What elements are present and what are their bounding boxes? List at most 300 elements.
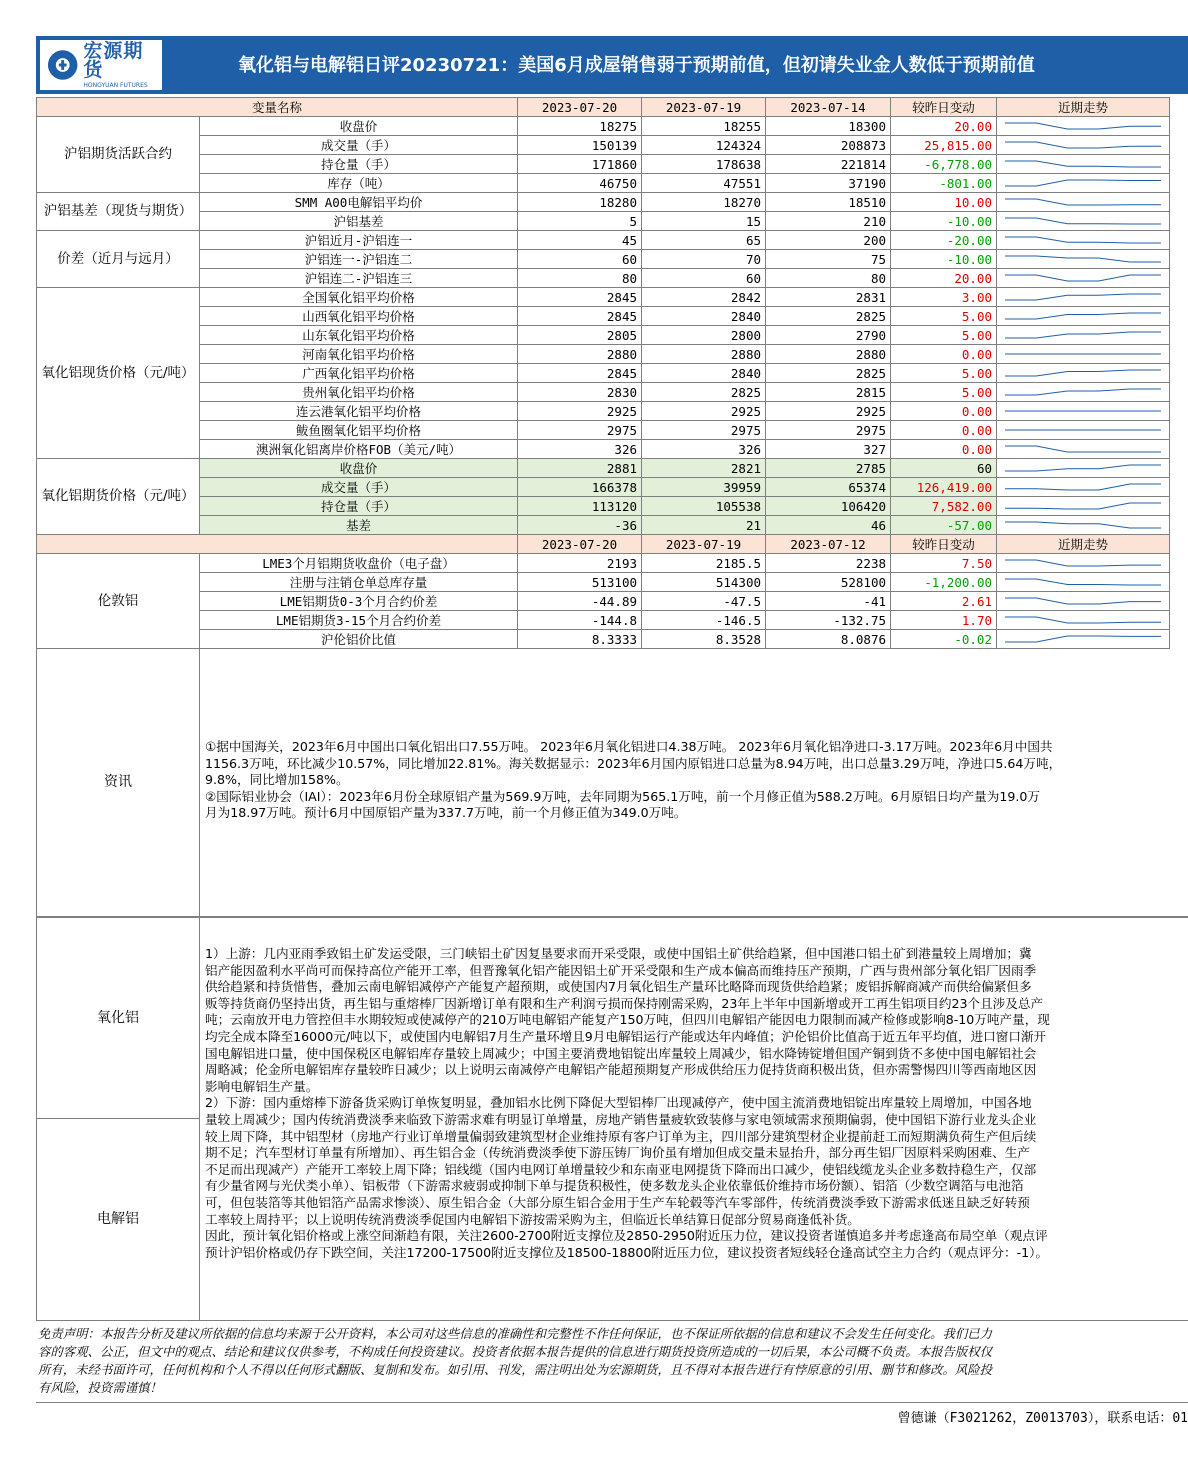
trend-sparkline <box>997 307 1169 325</box>
analysis-line: 工率较上周持平；以上说明传统消费淡季促国内电解铝下游按需采购为主，但临近长单结算日促部分贸易商逢低补货。 <box>205 1211 860 1227</box>
news-line: ②国际铝业协会（IAI）：2023年6月份全球原铝产量为569.9万吨，去年同期为565.1万吨，前一个月修正值为588.2万吨。6月原铝日均产量为19.0万 <box>205 788 1040 804</box>
table-row <box>37 478 1170 497</box>
table-row <box>37 250 1170 269</box>
value-date2: 124324 <box>642 136 766 155</box>
value-date2: 18255 <box>642 117 766 136</box>
group-label: 价差（近月与远月） <box>37 231 200 288</box>
trend-cell <box>997 630 1170 649</box>
trend-cell <box>997 554 1170 573</box>
trend-cell <box>997 364 1170 383</box>
value-date1: 166378 <box>518 478 642 497</box>
table-row <box>37 421 1170 440</box>
row-label: LME铝期货3-15个月合约价差 <box>200 611 518 630</box>
value-date3: 2831 <box>766 288 891 307</box>
analysis-line: 量较上周减少；国内传统消费淡季来临致下游需求难有明显订单增量，房地产销售量疲软致装修与家电领域需求预期偏弱，使中国铝下游行业龙头企业 <box>205 1111 1037 1127</box>
value-date2: 18270 <box>642 193 766 212</box>
change-value: 5.00 <box>891 307 997 326</box>
change-value: -20.00 <box>891 231 997 250</box>
news-section <box>36 648 1188 917</box>
header-date: 2023-07-12 <box>766 535 891 554</box>
value-date2: 21 <box>642 516 766 535</box>
news-line: ①据中国海关，2023年6月中国出口氧化铝出口7.55万吨。 2023年6月氧化铝进口4.38万吨。 2023年6月氧化铝净进口-3.17万吨。2023年6月中国共 <box>205 739 1053 754</box>
row-label: 成交量（手） <box>200 136 518 155</box>
value-date3: 37190 <box>766 174 891 193</box>
change-value: 0.00 <box>891 440 997 459</box>
analysis-line: 均完全成本降至16000元/吨以下，或使国内电解铝7月生产量环增且9月电解铝运行产能或达年内峰值；沪伦铝价比值高于近五年平均值，进口窗口渐开 <box>205 1028 1047 1044</box>
trend-sparkline <box>997 136 1169 154</box>
value-date3: 2925 <box>766 402 891 421</box>
header-trend: 近期走势 <box>997 98 1170 117</box>
trend-sparkline <box>997 516 1169 534</box>
trend-cell <box>997 497 1170 516</box>
table-row <box>37 155 1170 174</box>
sparkline-path <box>1005 617 1161 623</box>
trend-cell <box>997 478 1170 497</box>
trend-sparkline <box>997 630 1169 648</box>
change-value: 0.00 <box>891 421 997 440</box>
value-date2: 2880 <box>642 345 766 364</box>
table-row <box>37 231 1170 250</box>
trend-sparkline <box>997 383 1169 401</box>
header-date: 2023-07-14 <box>766 98 891 117</box>
value-date3: 2825 <box>766 307 891 326</box>
trend-sparkline <box>997 269 1169 287</box>
value-date2: 2800 <box>642 326 766 345</box>
value-date2: 2821 <box>642 459 766 478</box>
row-label: 沪铝连二-沪铝连三 <box>200 269 518 288</box>
row-label: 注册与注销仓单总库存量 <box>200 573 518 592</box>
row-label: 成交量（手） <box>200 478 518 497</box>
trend-cell <box>997 117 1170 136</box>
disclaimer-line: 所有，未经书面许可，任何机构和个人不得以任何形式翻版、复制和发布。如引用、刊发，需注明出处为宏源期货，且不得对本报告进行有悖原意的引用、删节和修改。风险投 <box>38 1362 993 1377</box>
table-row <box>37 402 1170 421</box>
trend-cell <box>997 193 1170 212</box>
value-date2: 60 <box>642 269 766 288</box>
report-title: 氧化铝与电解铝日评20230721：美国6月成屋销售弱于预期前值，但初请失业金人数低于预期前值 <box>238 55 1035 76</box>
analysis-line: 周略减；伦金所电解铝库存量较昨日减少；以上说明云南减停产电解铝产能超预期复产形成供给压力促持货商积极出货，但亦需警惕四川等西南地区因 <box>205 1062 1037 1078</box>
sparkline-path <box>1005 465 1161 471</box>
trend-cell <box>997 421 1170 440</box>
value-date2: 2842 <box>642 288 766 307</box>
value-date1: 2880 <box>518 345 642 364</box>
sparkline-path <box>1005 598 1161 604</box>
table-row <box>37 592 1170 611</box>
value-date1: 326 <box>518 440 642 459</box>
disclaimer <box>38 1325 1188 1397</box>
trend-sparkline <box>997 402 1169 420</box>
value-date2: 2840 <box>642 307 766 326</box>
value-date3: 2238 <box>766 554 891 573</box>
table-row <box>37 364 1170 383</box>
news-body <box>205 739 1188 822</box>
value-date3: 80 <box>766 269 891 288</box>
report-header <box>36 36 1188 94</box>
sparkline-path <box>1005 503 1161 509</box>
trend-sparkline <box>997 573 1169 591</box>
sparkline-path <box>1005 161 1161 167</box>
disclaimer-line: 有风险，投资需谨慎！ <box>38 1380 162 1395</box>
header-date: 2023-07-19 <box>642 535 766 554</box>
value-date1: 5 <box>518 212 642 231</box>
table-row <box>37 117 1170 136</box>
value-date1: 513100 <box>518 573 642 592</box>
value-date2: 65 <box>642 231 766 250</box>
trend-cell <box>997 573 1170 592</box>
value-date1: 150139 <box>518 136 642 155</box>
row-label: 山东氧化铝平均价格 <box>200 326 518 345</box>
analysis-line: 期不足；汽车型材订单量有所增加）、再生铝合金（传统消费淡季使下游压铸厂询价虽有增加但成交量未显抬升，部分再生铝厂因原料采购困难、生产 <box>205 1145 1030 1161</box>
trend-cell <box>997 383 1170 402</box>
table-row <box>37 193 1170 212</box>
change-value: 0.00 <box>891 345 997 364</box>
change-value: 5.00 <box>891 364 997 383</box>
value-date2: 2185.5 <box>642 554 766 573</box>
disclaimer-line: 容的客观、公正，但文中的观点、结论和建议仅供参考，不构成任何投资建议。投资者依据本报告提供的信息进行期货投资所造成的一切后果，本公司概不负责。本报告版权仅 <box>38 1344 993 1359</box>
trend-cell <box>997 345 1170 364</box>
value-date3: 2815 <box>766 383 891 402</box>
trend-cell <box>997 250 1170 269</box>
sparkline-path <box>1005 180 1161 186</box>
trend-cell <box>997 592 1170 611</box>
table-row <box>37 516 1170 535</box>
table-row <box>37 345 1170 364</box>
sparkline-path <box>1005 446 1161 452</box>
value-date2: 105538 <box>642 497 766 516</box>
sparkline-path <box>1005 484 1161 490</box>
value-date3: 8.0876 <box>766 630 891 649</box>
change-value: -10.00 <box>891 212 997 231</box>
group-label: 氧化铝期货价格（元/吨） <box>37 459 200 535</box>
change-value: 20.00 <box>891 269 997 288</box>
change-value: 126,419.00 <box>891 478 997 497</box>
analysis-line: 有少量省网与光伏类小单）、铝板带（下游需求疲弱或抑制下单与提货积极性，使多数龙头企业依靠低价维持市场份额）、铝箔（少数空调箔与电池箔 <box>205 1178 1024 1194</box>
value-date3: 2790 <box>766 326 891 345</box>
table-row <box>37 269 1170 288</box>
value-date3: 46 <box>766 516 891 535</box>
value-date2: 178638 <box>642 155 766 174</box>
sparkline-path <box>1005 579 1161 585</box>
sparkline-path <box>1005 294 1161 300</box>
value-date1: 60 <box>518 250 642 269</box>
trend-sparkline <box>997 231 1169 249</box>
group-label: 氧化铝现货价格（元/吨） <box>37 288 200 459</box>
table-row <box>37 554 1170 573</box>
change-value: 60 <box>891 459 997 478</box>
footer <box>36 1402 1188 1426</box>
news-line: 月为18.97万吨。预计6月中国原铝产量为337.7万吨，前一个月修正值为349.0万吨。 <box>205 805 687 821</box>
value-date2: 326 <box>642 440 766 459</box>
value-date1: 2975 <box>518 421 642 440</box>
sparkline-path <box>1005 313 1161 319</box>
trend-sparkline <box>997 478 1169 496</box>
value-date2: 39959 <box>642 478 766 497</box>
trend-sparkline <box>997 554 1169 572</box>
analysis-line: 可，但包装箔等其他铝箔产品需求惨淡）、原生铝合金（大部分原生铝合金用于生产车轮毂等汽车零部件，传统消费淡季致下游需求低迷且缺乏好转预 <box>205 1194 1030 1210</box>
value-date2: 2925 <box>642 402 766 421</box>
electrolytic-label: 电解铝 <box>37 1118 200 1320</box>
trend-sparkline <box>997 155 1169 173</box>
trend-cell <box>997 307 1170 326</box>
change-value: 10.00 <box>891 193 997 212</box>
value-date1: 2830 <box>518 383 642 402</box>
value-date2: 2975 <box>642 421 766 440</box>
row-label: 沪铝近月-沪铝连一 <box>200 231 518 250</box>
trend-sparkline <box>997 421 1169 439</box>
value-date2: 15 <box>642 212 766 231</box>
sparkline-path <box>1005 123 1161 129</box>
value-date3: 18300 <box>766 117 891 136</box>
sparkline-path <box>1005 199 1161 205</box>
value-date1: 2805 <box>518 326 642 345</box>
row-label: 库存（吨） <box>200 174 518 193</box>
analysis-line: 2）下游：国内重熔棒下游备货采购订单恢复明显，叠加铝水比例下降促大型铝棒厂出现减停产，使中国主流消费地铝锭出库量较上周增加，中国各地 <box>205 1095 1032 1111</box>
table-row <box>37 212 1170 231</box>
change-value: 20.00 <box>891 117 997 136</box>
trend-cell <box>997 288 1170 307</box>
analysis-line: 国电解铝进口量，使中国保税区电解铝库存量较上周减少；中国主要消费地铝锭出库量较上周减少，铝水降铸锭增但国产铜到货不多使中国电解铝社会 <box>205 1045 1037 1061</box>
sparkline-path <box>1005 522 1161 528</box>
trend-sparkline <box>997 611 1169 629</box>
change-value: -801.00 <box>891 174 997 193</box>
change-value: 25,815.00 <box>891 136 997 155</box>
sparkline-path <box>1005 275 1161 281</box>
sparkline-path <box>1005 237 1161 243</box>
table-row <box>37 440 1170 459</box>
sparkline-path <box>1005 560 1161 566</box>
disclaimer-line: 免责声明：本报告分析及建议所依据的信息均来源于公开资料，本公司对这些信息的准确性和完整性不作任何保证，也不保证所依据的信息和建议不会发生任何变化。我们已力 <box>38 1326 993 1341</box>
trend-cell <box>997 459 1170 478</box>
value-date3: -132.75 <box>766 611 891 630</box>
value-date3: 2785 <box>766 459 891 478</box>
value-date2: 514300 <box>642 573 766 592</box>
value-date1: 46750 <box>518 174 642 193</box>
trend-sparkline <box>997 288 1169 306</box>
value-date3: 2825 <box>766 364 891 383</box>
group-label: 沪铝期货活跃合约 <box>37 117 200 193</box>
value-date2: 8.3528 <box>642 630 766 649</box>
trend-sparkline <box>997 345 1169 363</box>
change-value: 2.61 <box>891 592 997 611</box>
sparkline-path <box>1005 332 1161 338</box>
trend-cell <box>997 212 1170 231</box>
value-date1: 2845 <box>518 307 642 326</box>
change-value: 7,582.00 <box>891 497 997 516</box>
row-label: SMM A00电解铝平均价 <box>200 193 518 212</box>
sparkline-path <box>1005 370 1161 376</box>
analysis-line: 较上周下降，其中铝型材（房地产行业订单增量偏弱致建筑型材企业维持原有客户订单为主，四川部分建筑型材企业提前赶工而短期满负荷生产但后续 <box>205 1128 1037 1144</box>
trend-cell <box>997 440 1170 459</box>
group-label: 伦敦铝 <box>37 554 200 649</box>
table-header-row <box>37 535 1170 554</box>
row-label: LME铝期货0-3个月合约价差 <box>200 592 518 611</box>
row-label: 河南氧化铝平均价格 <box>200 345 518 364</box>
analysis-body <box>205 946 1188 1261</box>
value-date3: 327 <box>766 440 891 459</box>
analysis-section <box>36 917 1188 1321</box>
trend-sparkline <box>997 459 1169 477</box>
row-label: 收盘价 <box>200 117 518 136</box>
trend-sparkline <box>997 440 1169 458</box>
logo-text-en: HONGYUAN FUTURES <box>83 81 148 89</box>
value-date2: -47.5 <box>642 592 766 611</box>
analysis-line: 贩等持货商仍坚持出货，再生铝与重熔棒厂因新增订单有限和生产利润亏损而保持刚需采购，23年上半年中国新增或开工再生铝项目约23个且涉及总产 <box>205 995 1044 1011</box>
value-date3: 2975 <box>766 421 891 440</box>
value-date1: 171860 <box>518 155 642 174</box>
change-value: -57.00 <box>891 516 997 535</box>
value-date1: 2881 <box>518 459 642 478</box>
analysis-line: 供给趋紧和持货惜售，叠加云南电解铝减停产产能复产超预期，或使国内7月氧化铝生产量环比略降而现货供给趋紧；废铝拆解商减产而供给偏紧但多 <box>205 979 1032 995</box>
header-trend: 近期走势 <box>997 535 1170 554</box>
table-row <box>37 288 1170 307</box>
analysis-line: 因此，预计氧化铝价格或上涨空间渐趋有限，关注2600-2700附近支撑位及2850-2950附近压力位，建议投资者谨慎追多并考虑逢高布局空单（观点评 <box>205 1228 1048 1244</box>
table-row <box>37 630 1170 649</box>
analysis-line: 1）上游：几内亚雨季致铝土矿发运受限，三门峡铝土矿因复垦要求而开采受限，或使中国铝土矿供给趋紧，但中国港口铝土矿到港量较上周增加；冀 <box>205 946 1032 961</box>
value-date2: 2825 <box>642 383 766 402</box>
sparkline-path <box>1005 218 1161 224</box>
value-date3: -41 <box>766 592 891 611</box>
table-header-row <box>37 98 1170 117</box>
value-date3: 2880 <box>766 345 891 364</box>
row-label: 收盘价 <box>200 459 518 478</box>
trend-cell <box>997 155 1170 174</box>
row-label: 鲅鱼圈氧化铝平均价格 <box>200 421 518 440</box>
market-data-table <box>36 97 1170 649</box>
value-date3: 200 <box>766 231 891 250</box>
change-value: 3.00 <box>891 288 997 307</box>
row-label: 贵州氧化铝平均价格 <box>200 383 518 402</box>
value-date1: 2193 <box>518 554 642 573</box>
header-date: 2023-07-19 <box>642 98 766 117</box>
value-date1: -44.89 <box>518 592 642 611</box>
header-name: 变量名称 <box>37 98 518 117</box>
news-line: 9.8%，同比增加158%。 <box>205 772 349 788</box>
trend-sparkline <box>997 364 1169 382</box>
row-label: 持仓量（手） <box>200 497 518 516</box>
sparkline-path <box>1005 142 1161 148</box>
table-row <box>37 383 1170 402</box>
header-change: 较昨日变动 <box>891 535 997 554</box>
change-value: -10.00 <box>891 250 997 269</box>
trend-cell <box>997 326 1170 345</box>
value-date3: 106420 <box>766 497 891 516</box>
change-value: 1.70 <box>891 611 997 630</box>
header-date: 2023-07-20 <box>518 535 642 554</box>
analysis-line: 吨；云南放开电力管控但丰水期较短或使减停产的210万吨电解铝产能复产150万吨，但四川电解铝产能因电力限制而减产检修或影响8-10万吨产量，现 <box>205 1012 1050 1028</box>
table-row <box>37 174 1170 193</box>
trend-sparkline <box>997 193 1169 211</box>
change-value: -1,200.00 <box>891 573 997 592</box>
table-row <box>37 136 1170 155</box>
trend-cell <box>997 231 1170 250</box>
value-date2: 2840 <box>642 364 766 383</box>
trend-sparkline <box>997 250 1169 268</box>
value-date1: 45 <box>518 231 642 250</box>
change-value: 5.00 <box>891 383 997 402</box>
value-date1: 80 <box>518 269 642 288</box>
change-value: -0.02 <box>891 630 997 649</box>
table-row <box>37 326 1170 345</box>
row-label: 沪铝基差 <box>200 212 518 231</box>
header-change: 较昨日变动 <box>891 98 997 117</box>
table-row <box>37 611 1170 630</box>
value-date3: 75 <box>766 250 891 269</box>
value-date2: -146.5 <box>642 611 766 630</box>
sparkline-path <box>1005 256 1161 262</box>
value-date1: 8.3333 <box>518 630 642 649</box>
row-label: 全国氧化铝平均价格 <box>200 288 518 307</box>
table-row <box>37 573 1170 592</box>
value-date1: 18280 <box>518 193 642 212</box>
trend-sparkline <box>997 174 1169 192</box>
row-label: 广西氧化铝平均价格 <box>200 364 518 383</box>
alumina-label: 氧化铝 <box>37 918 200 1119</box>
value-date3: 18510 <box>766 193 891 212</box>
value-date2: 70 <box>642 250 766 269</box>
trend-sparkline <box>997 326 1169 344</box>
trend-cell <box>997 402 1170 421</box>
analyst-contact: 曾德谦（F3021262，Z0013703），联系电话：01 <box>897 1411 1188 1426</box>
sparkline-path <box>1005 389 1161 395</box>
trend-sparkline <box>997 497 1169 515</box>
analysis-line: 铝产能因盈利水平尚可而保持高位产能开工率，但晋豫氧化铝产能因铝土矿开采受限和生产成本偏高而维持压产预期，广西与贵州部分氧化铝厂因雨季 <box>205 962 1037 978</box>
hongyuan-logo-icon <box>46 48 79 82</box>
value-date1: 2925 <box>518 402 642 421</box>
value-date1: 113120 <box>518 497 642 516</box>
row-label: 澳洲氧化铝离岸价格FOB（美元/吨） <box>200 440 518 459</box>
row-label: 沪伦铝价比值 <box>200 630 518 649</box>
trend-cell <box>997 136 1170 155</box>
trend-sparkline <box>997 592 1169 610</box>
table-row <box>37 497 1170 516</box>
change-value: 0.00 <box>891 402 997 421</box>
change-value: 7.50 <box>891 554 997 573</box>
value-date3: 210 <box>766 212 891 231</box>
row-label: 基差 <box>200 516 518 535</box>
company-logo <box>40 40 162 90</box>
value-date2: 47551 <box>642 174 766 193</box>
row-label: 连云港氧化铝平均价格 <box>200 402 518 421</box>
row-label: 沪铝连一-沪铝连二 <box>200 250 518 269</box>
trend-sparkline <box>997 117 1169 135</box>
value-date3: 221814 <box>766 155 891 174</box>
trend-cell <box>997 611 1170 630</box>
row-label: LME3个月铝期货收盘价（电子盘） <box>200 554 518 573</box>
change-value: -6,778.00 <box>891 155 997 174</box>
row-label: 持仓量（手） <box>200 155 518 174</box>
change-value: 5.00 <box>891 326 997 345</box>
analysis-line: 预计沪铝价格或仍存下跌空间，关注17200-17500附近支撑位及18500-18800附近压力位，建议投资者短线轻仓逢高试空主力合约（观点评分：-1）。 <box>205 1244 1049 1260</box>
group-label: 沪铝基差（现货与期货） <box>37 193 200 231</box>
header-name <box>37 535 518 554</box>
trend-cell <box>997 174 1170 193</box>
value-date1: -144.8 <box>518 611 642 630</box>
header-date: 2023-07-20 <box>518 98 642 117</box>
value-date1: -36 <box>518 516 642 535</box>
news-line: 1156.3万吨，环比减少10.57%，同比增加22.81%。海关数据显示：2023年6月国内原铝进口总量为8.94万吨，出口总量3.29万吨，净进口5.64万吨， <box>205 755 1062 771</box>
value-date1: 18275 <box>518 117 642 136</box>
value-date3: 208873 <box>766 136 891 155</box>
sparkline-path <box>1005 636 1161 642</box>
logo-text-cn: 宏源期货 <box>83 39 144 81</box>
table-row <box>37 459 1170 478</box>
trend-sparkline <box>997 212 1169 230</box>
row-label: 山西氧化铝平均价格 <box>200 307 518 326</box>
value-date1: 2845 <box>518 364 642 383</box>
analysis-line: 影响电解铝生产量。 <box>205 1078 319 1094</box>
table-row <box>37 307 1170 326</box>
value-date3: 528100 <box>766 573 891 592</box>
analysis-line: 不足而出现减产）产能开工率较上周下降；铝线缆（国内电网订单增量较少和东南亚电网提货下降而出口减少，使铝线缆龙头企业多数持稳生产，仅部 <box>205 1161 1037 1177</box>
